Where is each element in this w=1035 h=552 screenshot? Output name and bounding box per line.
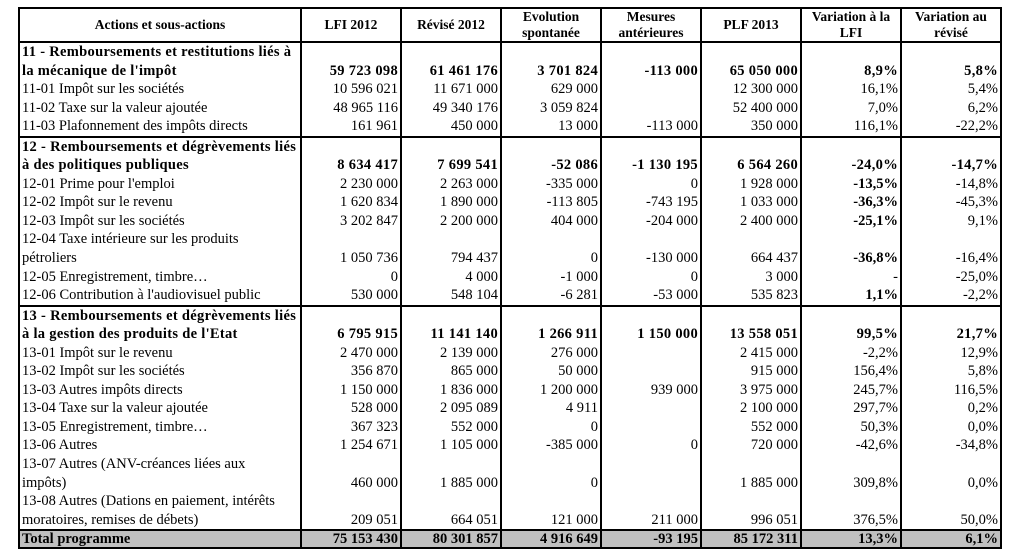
row-label	[19, 381, 301, 400]
table-row	[19, 268, 1001, 287]
cell-lfi-2012: 161 961	[301, 117, 401, 137]
cell-lfi-2012: 48 965 116	[301, 99, 401, 118]
table-row	[19, 399, 1001, 418]
row-label	[19, 286, 301, 306]
cell-revise-2012: 1 836 000	[401, 381, 501, 400]
cell-variation-revise: -34,8%	[901, 436, 1001, 455]
cell-evolution: 0	[501, 455, 601, 492]
table-body	[19, 42, 1001, 548]
cell-mesures: -130 000	[601, 230, 701, 267]
row-label	[19, 99, 301, 118]
cell-revise-2012: 2 095 089	[401, 399, 501, 418]
cell-evolution: 0	[501, 418, 601, 437]
cell-variation-lfi: -42,6%	[801, 436, 901, 455]
cell-mesures	[601, 362, 701, 381]
cell-evolution: 50 000	[501, 362, 601, 381]
cell-plf-2013: 3 000	[701, 268, 801, 287]
cell-plf-2013: 13 558 051	[701, 306, 801, 344]
cell-variation-revise: 12,9%	[901, 344, 1001, 363]
table-row	[19, 230, 1001, 267]
row-label-line: 13-06 Autres	[22, 437, 98, 454]
row-label-line: à la gestion des produits de l'Etat	[22, 326, 238, 343]
cell-revise-2012: 49 340 176	[401, 99, 501, 118]
cell-mesures	[601, 418, 701, 437]
cell-variation-lfi: 99,5%	[801, 306, 901, 344]
row-label-line: 13-05 Enregistrement, timbre…	[22, 418, 208, 435]
table-row	[19, 455, 1001, 492]
row-label	[19, 137, 301, 175]
cell-evolution: 629 000	[501, 80, 601, 99]
cell-lfi-2012: 6 795 915	[301, 306, 401, 344]
cell-revise-2012: 450 000	[401, 117, 501, 137]
cell-revise-2012: 11 141 140	[401, 306, 501, 344]
cell-plf-2013: 552 000	[701, 418, 801, 437]
cell-revise-2012: 80 301 857	[401, 530, 501, 548]
cell-mesures: -204 000	[601, 212, 701, 231]
total-row	[19, 530, 1001, 548]
cell-variation-revise: -14,8%	[901, 175, 1001, 194]
header-evolution: Evolution spontanée	[501, 8, 601, 42]
row-label-line: 12-01 Prime pour l'emploi	[22, 175, 175, 192]
cell-evolution: -6 281	[501, 286, 601, 306]
cell-variation-revise: 5,8%	[901, 42, 1001, 80]
cell-lfi-2012: 1 254 671	[301, 436, 401, 455]
row-label	[19, 230, 301, 267]
cell-variation-lfi: -25,1%	[801, 212, 901, 231]
cell-mesures: 0	[601, 436, 701, 455]
table-row	[19, 212, 1001, 231]
row-label	[19, 530, 301, 548]
row-label-line: 11-03 Plafonnement des impôts directs	[22, 118, 248, 135]
cell-variation-revise: 9,1%	[901, 212, 1001, 231]
cell-plf-2013: 915 000	[701, 362, 801, 381]
cell-evolution: -1 000	[501, 268, 601, 287]
cell-mesures: -53 000	[601, 286, 701, 306]
row-label-line: moratoires, remises de débets)	[22, 511, 199, 528]
row-label-line: à des politiques publiques	[22, 157, 189, 174]
cell-variation-revise: -45,3%	[901, 193, 1001, 212]
cell-variation-lfi: 7,0%	[801, 99, 901, 118]
row-label-line: 12-06 Contribution à l'audiovisuel public	[22, 287, 261, 304]
row-label-line: 11-01 Impôt sur les sociétés	[22, 81, 185, 98]
cell-lfi-2012: 0	[301, 268, 401, 287]
cell-plf-2013: 65 050 000	[701, 42, 801, 80]
cell-variation-revise: -25,0%	[901, 268, 1001, 287]
cell-evolution: -335 000	[501, 175, 601, 194]
table-row	[19, 436, 1001, 455]
cell-lfi-2012: 367 323	[301, 418, 401, 437]
cell-lfi-2012: 1 050 736	[301, 230, 401, 267]
cell-mesures: 0	[601, 175, 701, 194]
cell-evolution: 121 000	[501, 492, 601, 530]
cell-variation-lfi: -36,3%	[801, 193, 901, 212]
row-label-line: impôts)	[22, 474, 67, 491]
header-variation-lfi: Variation à la LFI	[801, 8, 901, 42]
cell-variation-lfi: -36,8%	[801, 230, 901, 267]
cell-revise-2012: 1 105 000	[401, 436, 501, 455]
cell-revise-2012: 865 000	[401, 362, 501, 381]
row-label-line: Total programme	[22, 531, 131, 548]
row-label	[19, 418, 301, 437]
cell-revise-2012: 664 051	[401, 492, 501, 530]
cell-plf-2013: 664 437	[701, 230, 801, 267]
cell-lfi-2012: 460 000	[301, 455, 401, 492]
row-label-line: 12-03 Impôt sur les sociétés	[22, 212, 185, 229]
cell-evolution: 3 701 824	[501, 42, 601, 80]
row-label	[19, 268, 301, 287]
section-row	[19, 137, 1001, 175]
cell-variation-revise: -14,7%	[901, 137, 1001, 175]
cell-variation-lfi: -13,5%	[801, 175, 901, 194]
cell-variation-revise: 6,2%	[901, 99, 1001, 118]
cell-evolution: 13 000	[501, 117, 601, 137]
cell-variation-revise: -22,2%	[901, 117, 1001, 137]
cell-variation-revise: -2,2%	[901, 286, 1001, 306]
cell-variation-revise: 5,4%	[901, 80, 1001, 99]
cell-evolution: 1 266 911	[501, 306, 601, 344]
cell-plf-2013: 1 928 000	[701, 175, 801, 194]
row-label	[19, 175, 301, 194]
cell-revise-2012: 548 104	[401, 286, 501, 306]
cell-variation-revise: 116,5%	[901, 381, 1001, 400]
cell-variation-lfi: 297,7%	[801, 399, 901, 418]
cell-variation-lfi: 50,3%	[801, 418, 901, 437]
cell-mesures	[601, 80, 701, 99]
cell-variation-lfi: -24,0%	[801, 137, 901, 175]
cell-variation-revise: 0,0%	[901, 455, 1001, 492]
cell-variation-lfi: 309,8%	[801, 455, 901, 492]
cell-revise-2012: 794 437	[401, 230, 501, 267]
cell-plf-2013: 2 100 000	[701, 399, 801, 418]
cell-plf-2013: 3 975 000	[701, 381, 801, 400]
cell-mesures: 1 150 000	[601, 306, 701, 344]
row-label	[19, 436, 301, 455]
cell-evolution: 4 916 649	[501, 530, 601, 548]
cell-variation-lfi: -2,2%	[801, 344, 901, 363]
cell-revise-2012: 11 671 000	[401, 80, 501, 99]
cell-mesures: 939 000	[601, 381, 701, 400]
cell-variation-lfi: 13,3%	[801, 530, 901, 548]
row-label	[19, 212, 301, 231]
row-label-line: la mécanique de l'impôt	[22, 62, 177, 79]
cell-evolution: 404 000	[501, 212, 601, 231]
budget-table	[18, 7, 1002, 549]
cell-variation-revise: 21,7%	[901, 306, 1001, 344]
table-row	[19, 175, 1001, 194]
row-label-line: 11 - Remboursements et restitutions liés à	[22, 44, 292, 60]
cell-variation-lfi: 245,7%	[801, 381, 901, 400]
row-label	[19, 399, 301, 418]
cell-lfi-2012: 530 000	[301, 286, 401, 306]
table-row	[19, 193, 1001, 212]
row-label-line: 12 - Remboursements et dégrèvements liés	[22, 138, 297, 155]
cell-lfi-2012: 8 634 417	[301, 137, 401, 175]
header-mesures: Mesures antérieures	[601, 8, 701, 42]
cell-plf-2013: 1 033 000	[701, 193, 801, 212]
cell-variation-lfi: 1,1%	[801, 286, 901, 306]
table-row	[19, 286, 1001, 306]
row-label-line: 12-04 Taxe intérieure sur les produits	[22, 231, 239, 248]
table-row	[19, 80, 1001, 99]
cell-lfi-2012: 2 470 000	[301, 344, 401, 363]
cell-plf-2013: 2 400 000	[701, 212, 801, 231]
cell-variation-lfi: 376,5%	[801, 492, 901, 530]
cell-mesures	[601, 99, 701, 118]
row-label	[19, 306, 301, 344]
row-label	[19, 117, 301, 137]
cell-lfi-2012: 209 051	[301, 492, 401, 530]
cell-plf-2013: 6 564 260	[701, 137, 801, 175]
cell-evolution: -385 000	[501, 436, 601, 455]
cell-evolution: 276 000	[501, 344, 601, 363]
row-label-line: 13 - Remboursements et dégrèvements liés	[22, 307, 297, 324]
cell-lfi-2012: 75 153 430	[301, 530, 401, 548]
cell-plf-2013: 52 400 000	[701, 99, 801, 118]
cell-variation-revise: 6,1%	[901, 530, 1001, 548]
header-variation-revise: Variation au révisé	[901, 8, 1001, 42]
row-label	[19, 344, 301, 363]
header-row	[19, 8, 1001, 42]
cell-mesures	[601, 399, 701, 418]
row-label-line: 13-01 Impôt sur le revenu	[22, 344, 173, 361]
cell-plf-2013: 12 300 000	[701, 80, 801, 99]
cell-revise-2012: 1 885 000	[401, 455, 501, 492]
cell-lfi-2012: 356 870	[301, 362, 401, 381]
table-row	[19, 117, 1001, 137]
cell-evolution: 1 200 000	[501, 381, 601, 400]
cell-variation-lfi: 116,1%	[801, 117, 901, 137]
cell-lfi-2012: 2 230 000	[301, 175, 401, 194]
cell-mesures	[601, 455, 701, 492]
cell-revise-2012: 1 890 000	[401, 193, 501, 212]
cell-variation-lfi: 8,9%	[801, 42, 901, 80]
cell-plf-2013: 535 823	[701, 286, 801, 306]
cell-plf-2013: 1 885 000	[701, 455, 801, 492]
cell-plf-2013: 996 051	[701, 492, 801, 530]
cell-lfi-2012: 59 723 098	[301, 42, 401, 80]
row-label	[19, 492, 301, 530]
section-row	[19, 42, 1001, 80]
row-label-line: 13-04 Taxe sur la valeur ajoutée	[22, 400, 208, 417]
cell-plf-2013: 2 415 000	[701, 344, 801, 363]
row-label-line: 13-07 Autres (ANV-créances liées aux	[22, 456, 246, 473]
header-revise-2012: Révisé 2012	[401, 8, 501, 42]
row-label-line: 11-02 Taxe sur la valeur ajoutée	[22, 99, 208, 116]
section-row	[19, 306, 1001, 344]
cell-plf-2013: 350 000	[701, 117, 801, 137]
cell-evolution: -113 805	[501, 193, 601, 212]
table-row	[19, 492, 1001, 530]
cell-evolution: -52 086	[501, 137, 601, 175]
cell-lfi-2012: 3 202 847	[301, 212, 401, 231]
cell-mesures: 211 000	[601, 492, 701, 530]
row-label	[19, 193, 301, 212]
cell-evolution: 0	[501, 230, 601, 267]
row-label	[19, 42, 301, 80]
cell-mesures: -743 195	[601, 193, 701, 212]
cell-evolution: 4 911	[501, 399, 601, 418]
row-label-line: 13-02 Impôt sur les sociétés	[22, 363, 185, 380]
row-label	[19, 80, 301, 99]
cell-mesures: -113 000	[601, 42, 701, 80]
cell-revise-2012: 2 139 000	[401, 344, 501, 363]
cell-variation-revise: 5,8%	[901, 362, 1001, 381]
cell-variation-lfi: 156,4%	[801, 362, 901, 381]
row-label-line: 13-08 Autres (Dations en paiement, intérêts	[22, 493, 275, 510]
row-label-line: 12-02 Impôt sur le revenu	[22, 194, 173, 211]
cell-lfi-2012: 528 000	[301, 399, 401, 418]
cell-lfi-2012: 10 596 021	[301, 80, 401, 99]
cell-mesures	[601, 344, 701, 363]
cell-variation-lfi: -	[801, 268, 901, 287]
cell-variation-revise: -16,4%	[901, 230, 1001, 267]
header-lfi-2012: LFI 2012	[301, 8, 401, 42]
cell-revise-2012: 552 000	[401, 418, 501, 437]
cell-evolution: 3 059 824	[501, 99, 601, 118]
cell-variation-lfi: 16,1%	[801, 80, 901, 99]
table-row	[19, 99, 1001, 118]
cell-revise-2012: 2 200 000	[401, 212, 501, 231]
row-label-line: 13-03 Autres impôts directs	[22, 381, 183, 398]
cell-revise-2012: 61 461 176	[401, 42, 501, 80]
cell-variation-revise: 0,2%	[901, 399, 1001, 418]
cell-lfi-2012: 1 620 834	[301, 193, 401, 212]
table-row	[19, 418, 1001, 437]
row-label-line: 12-05 Enregistrement, timbre…	[22, 268, 208, 285]
cell-variation-revise: 0,0%	[901, 418, 1001, 437]
row-label-line: pétroliers	[22, 250, 77, 267]
table-row	[19, 344, 1001, 363]
cell-revise-2012: 7 699 541	[401, 137, 501, 175]
cell-plf-2013: 85 172 311	[701, 530, 801, 548]
cell-mesures: -93 195	[601, 530, 701, 548]
cell-plf-2013: 720 000	[701, 436, 801, 455]
header-plf-2013: PLF 2013	[701, 8, 801, 42]
header-actions: Actions et sous-actions	[19, 8, 301, 42]
cell-mesures: -1 130 195	[601, 137, 701, 175]
table-row	[19, 381, 1001, 400]
cell-revise-2012: 2 263 000	[401, 175, 501, 194]
cell-revise-2012: 4 000	[401, 268, 501, 287]
cell-mesures: -113 000	[601, 117, 701, 137]
table-row	[19, 362, 1001, 381]
row-label	[19, 455, 301, 492]
cell-mesures: 0	[601, 268, 701, 287]
row-label	[19, 362, 301, 381]
cell-lfi-2012: 1 150 000	[301, 381, 401, 400]
cell-variation-revise: 50,0%	[901, 492, 1001, 530]
